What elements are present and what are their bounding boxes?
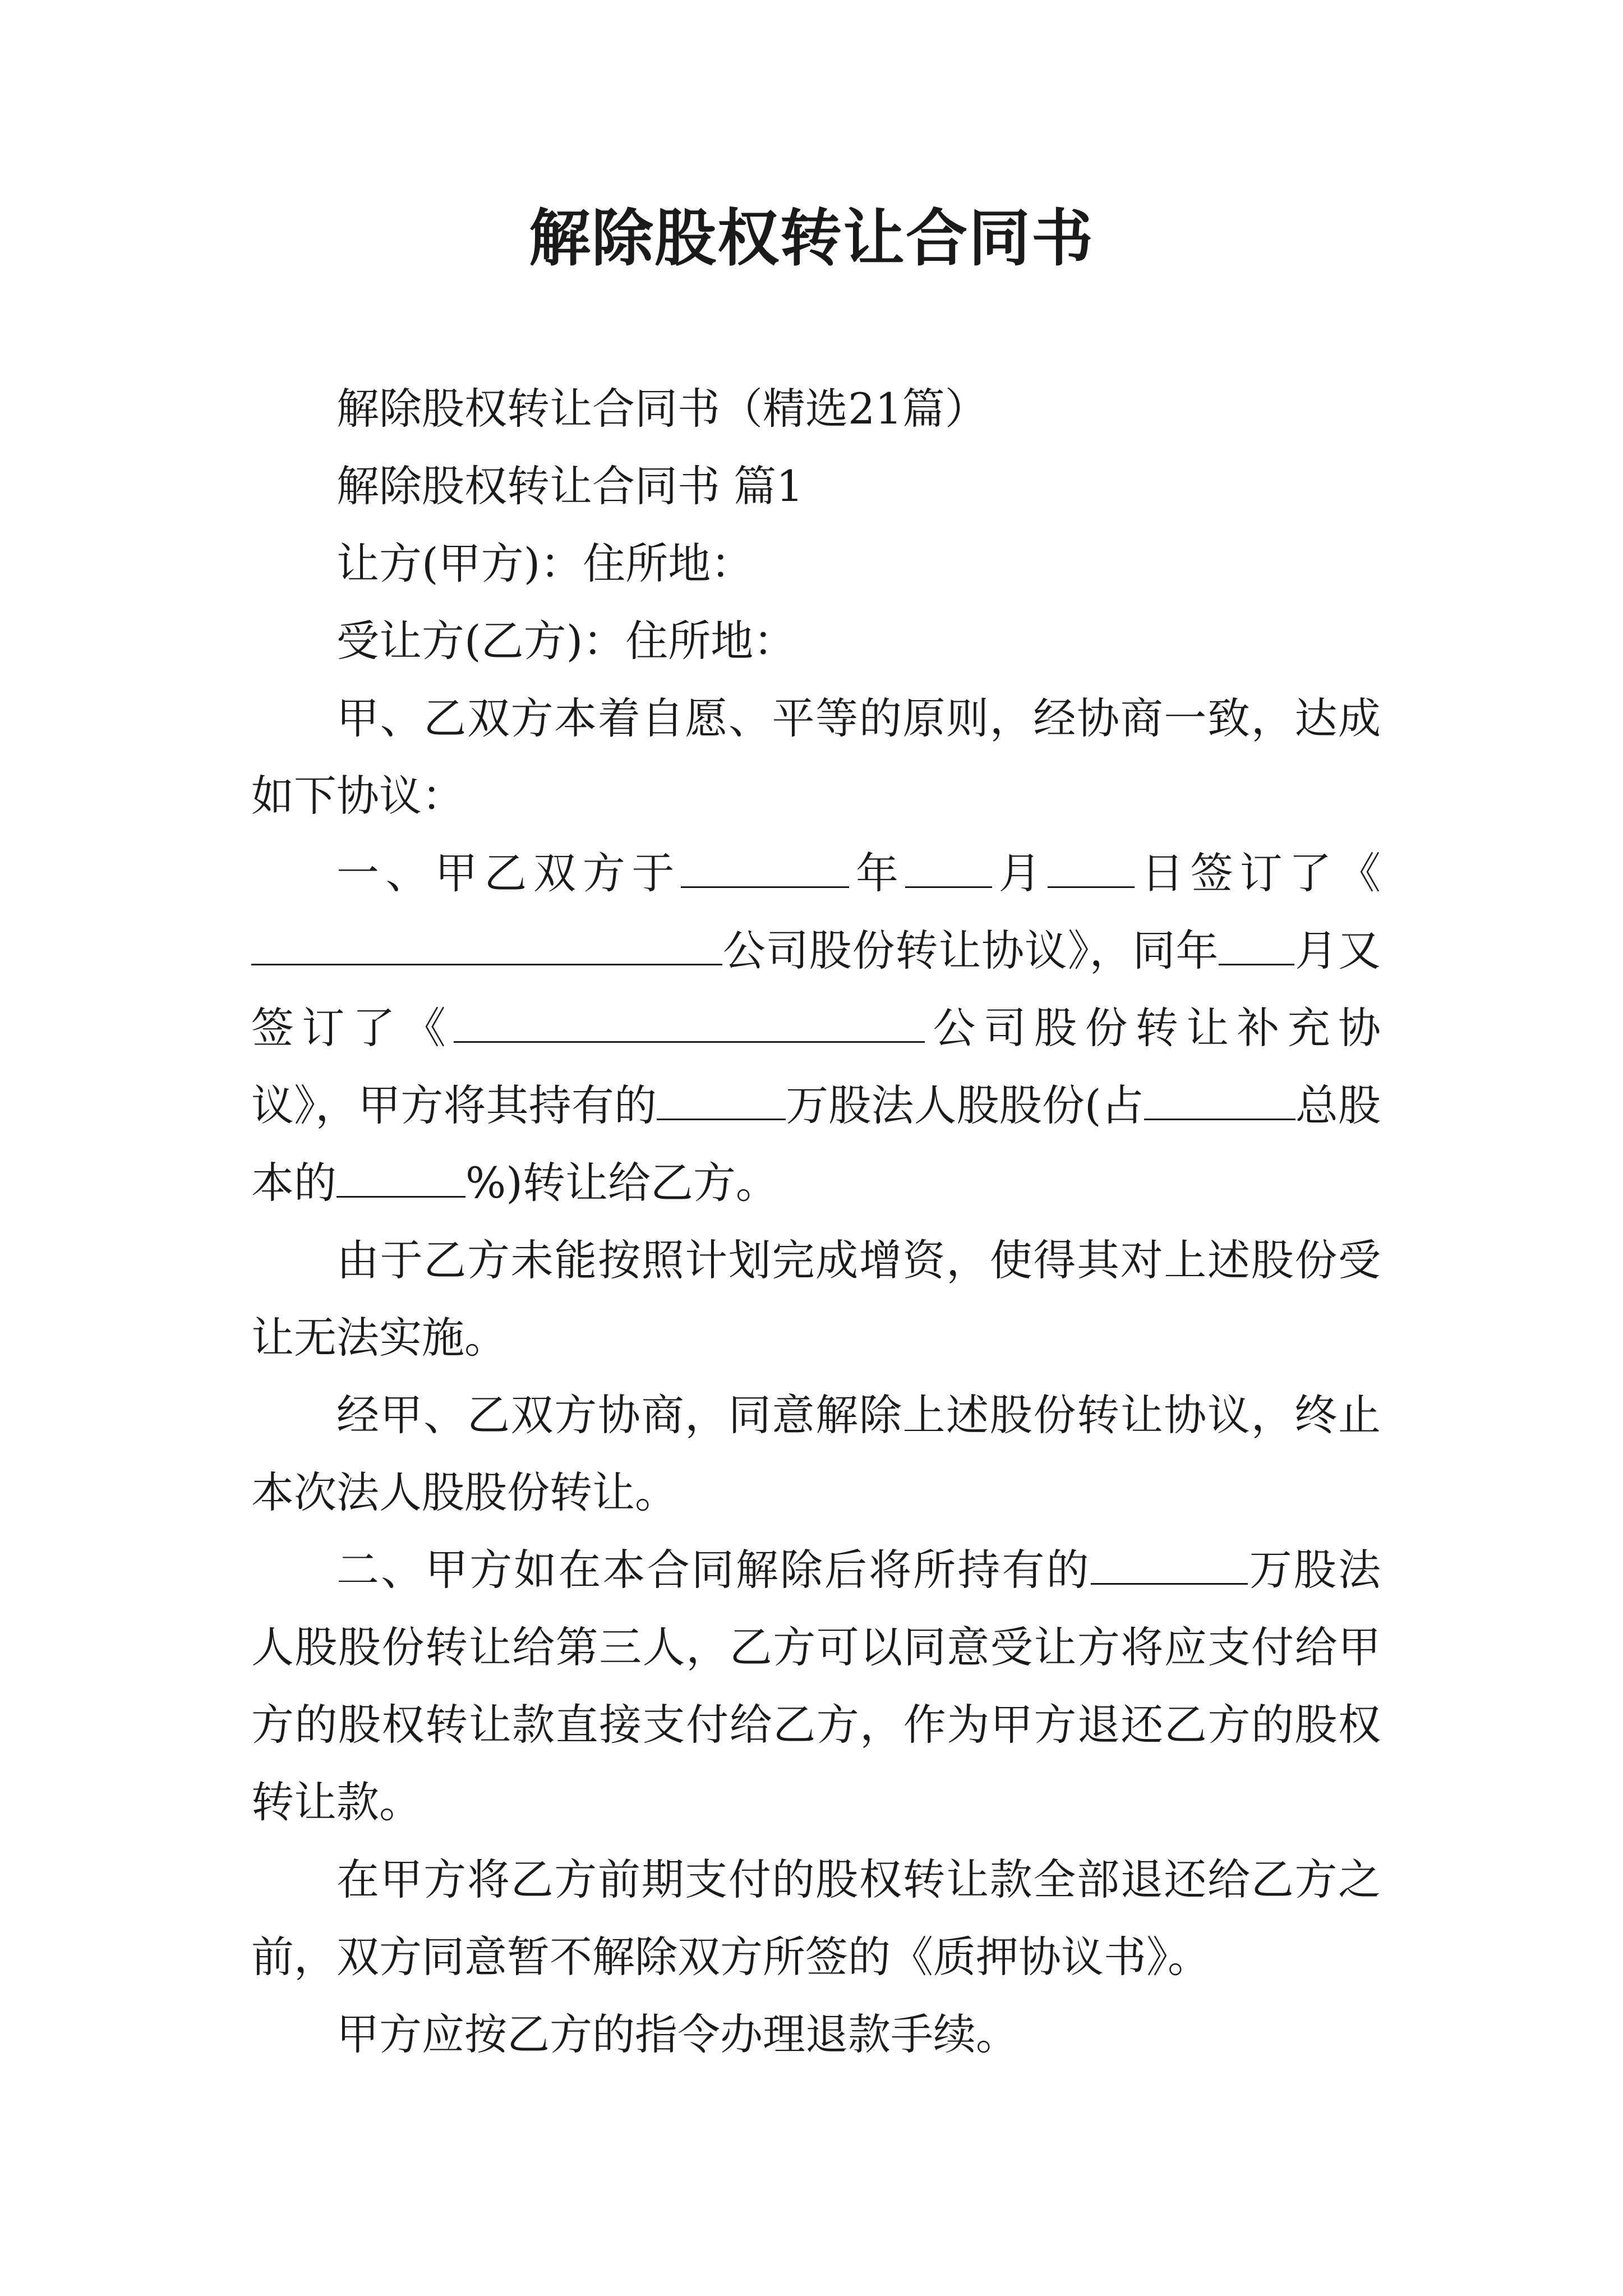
part-heading: 解除股权转让合同书 篇1 bbox=[336, 461, 804, 511]
clause-1-text-g: %)转让给乙方。 bbox=[465, 1158, 778, 1208]
clause-1-paragraph bbox=[251, 835, 1381, 1222]
company-name-blank bbox=[251, 928, 722, 965]
clause-2-paragraph bbox=[251, 1531, 1381, 1841]
year-blank bbox=[681, 850, 849, 888]
clause-2-text-b: 万股法人股股份转让给第三人，乙方可以同意受让方将应支付给甲方的股权转让款直接支付给乙方，作为甲方退还乙方的股权转让款。 bbox=[251, 1545, 1381, 1827]
transferee-line: 受让方(乙方)：住所地： bbox=[336, 616, 796, 666]
same-year-month-blank bbox=[1219, 928, 1294, 965]
intro-paragraph: 甲、乙双方本着自愿、平等的原则，经协商一致，达成如下协议： bbox=[251, 693, 1381, 821]
day-blank bbox=[1048, 850, 1135, 888]
document-body bbox=[251, 370, 1381, 2073]
clause-1-text-d: 公司股份转让补充协议》，甲方将其持有的 bbox=[251, 1003, 1381, 1130]
month-blank bbox=[905, 850, 992, 888]
clause-1-text-f: 总股本的 bbox=[251, 1080, 1381, 1208]
percent-blank bbox=[336, 1160, 465, 1198]
clause-1-text-e: 万股法人股股份(占 bbox=[786, 1080, 1144, 1130]
clause-1-year-label: 年 bbox=[849, 848, 905, 898]
clause-2-shares-blank bbox=[1091, 1547, 1248, 1585]
subtitle-paragraph: 解除股权转让合同书（精选21篇） bbox=[336, 384, 988, 434]
reason-paragraph: 由于乙方未能按照计划完成增资，使得其对上述股份受让无法实施。 bbox=[251, 1235, 1381, 1363]
document-title: 解除股权转让合同书 bbox=[529, 202, 1094, 274]
clause-2-text-a: 二、甲方如在本合同解除后将所持有的 bbox=[336, 1545, 1091, 1595]
shares-blank bbox=[657, 1083, 786, 1120]
clause-1-text-a: 一、甲乙双方于 bbox=[336, 848, 681, 898]
clause-1-month-label: 月 bbox=[992, 848, 1048, 898]
transferor-line: 让方(甲方)：住所地： bbox=[336, 539, 754, 588]
agreement-paragraph: 经甲、乙双方协商，同意解除上述股份转让协议，终止本次法人股股份转让。 bbox=[251, 1390, 1381, 1517]
supplement-company-blank bbox=[454, 1005, 925, 1043]
pledge-paragraph: 在甲方将乙方前期支付的股权转让款全部退还给乙方之前，双方同意暂不解除双方所签的《质押协议书》。 bbox=[251, 1855, 1381, 1982]
clause-1-text-b: 公司股份转让协议》，同年 bbox=[722, 926, 1219, 976]
refund-paragraph: 甲方应按乙方的指令办理退款手续。 bbox=[336, 2009, 1018, 2059]
clause-1-text-c: 月又签订了《 bbox=[251, 926, 1381, 1053]
ratio-blank bbox=[1144, 1083, 1295, 1120]
clause-1-day-label: 日签订了《 bbox=[1135, 848, 1381, 898]
